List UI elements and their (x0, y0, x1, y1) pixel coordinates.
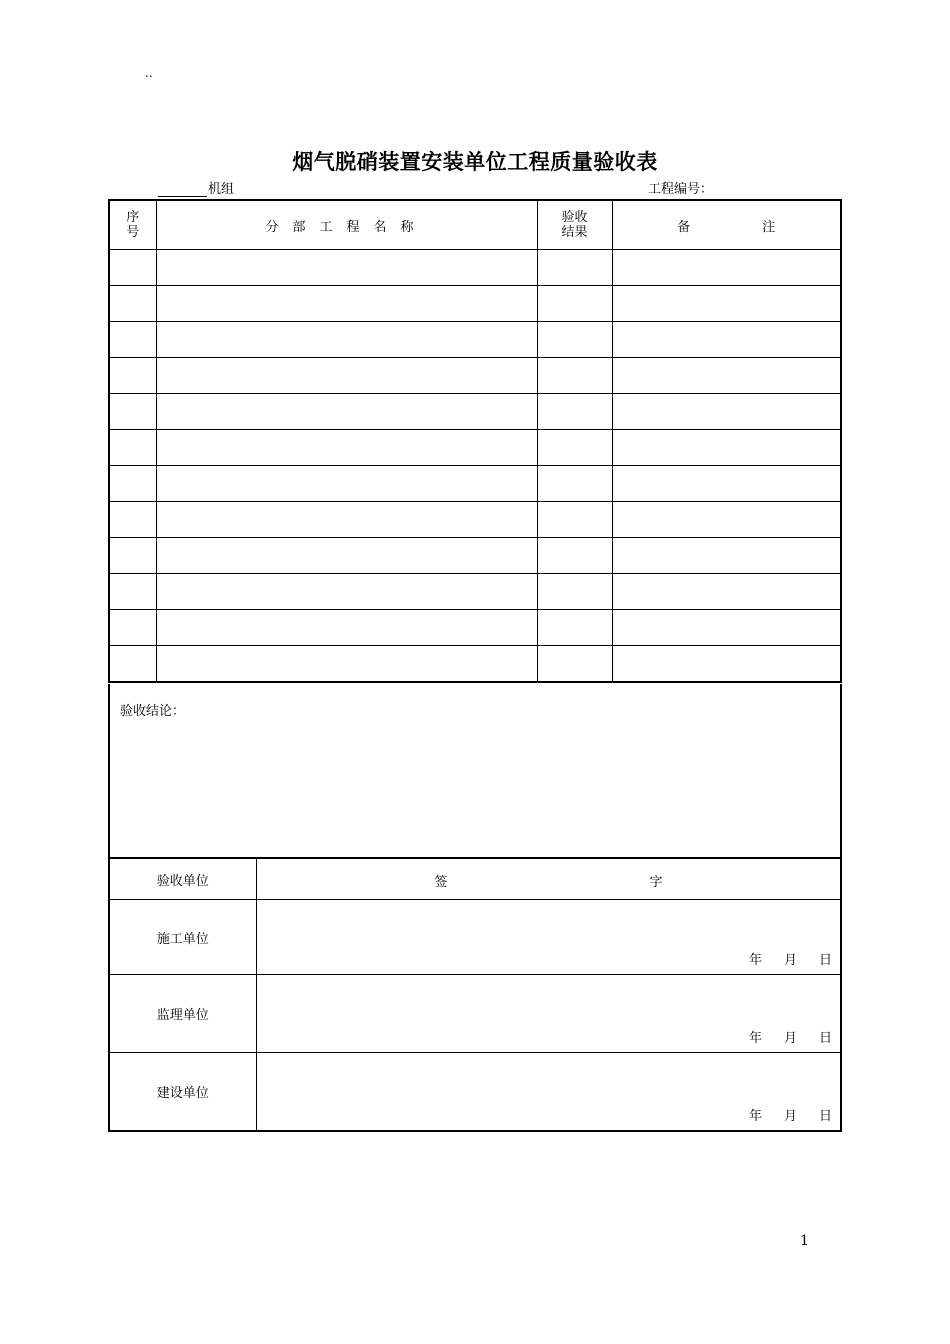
table-row (109, 394, 841, 430)
header-seq: 序 号 (109, 200, 156, 250)
header-signature: 签 字 (256, 858, 841, 900)
signature-row (109, 975, 841, 1053)
cell-seq[interactable] (109, 502, 156, 538)
cell-subproject-name[interactable] (156, 250, 537, 286)
table-row (109, 502, 841, 538)
cell-subproject-name[interactable] (156, 574, 537, 610)
cell-result[interactable] (537, 646, 612, 683)
unit-line (158, 178, 234, 197)
table-row (109, 646, 841, 683)
cell-subproject-name[interactable] (156, 322, 537, 358)
header-subproject-name: 分部工程名称 (156, 200, 537, 250)
unit-name: 施工单位 (109, 900, 256, 975)
unit-name: 监理单位 (109, 975, 256, 1053)
cell-seq[interactable] (109, 574, 156, 610)
signature-cell[interactable] (256, 1053, 841, 1132)
signature-cell[interactable] (256, 900, 841, 975)
cell-subproject-name[interactable] (156, 610, 537, 646)
cell-result[interactable] (537, 430, 612, 466)
unit-name: 建设单位 (109, 1053, 256, 1132)
table-row (109, 286, 841, 322)
cell-seq[interactable] (109, 538, 156, 574)
cell-note[interactable] (612, 430, 841, 466)
cell-subproject-name[interactable] (156, 646, 537, 683)
table-header-row (109, 200, 841, 250)
subproject-table (108, 199, 842, 683)
unit-suffix: 机组 (208, 182, 235, 197)
signature-cell[interactable] (256, 975, 841, 1053)
page-title: 烟气脱硝装置安装单位工程质量验收表 (292, 150, 658, 174)
signature-header-row (109, 858, 841, 900)
cell-seq[interactable] (109, 646, 156, 683)
cell-note[interactable] (612, 538, 841, 574)
project-number-label: 工程编号： (648, 182, 714, 197)
signature-row (109, 1053, 841, 1132)
table-row (109, 322, 841, 358)
cell-seq[interactable] (109, 610, 156, 646)
cell-note[interactable] (612, 466, 841, 502)
cell-note[interactable] (612, 286, 841, 322)
cell-note[interactable] (612, 394, 841, 430)
table-row (109, 250, 841, 286)
cell-note[interactable] (612, 502, 841, 538)
table-row (109, 574, 841, 610)
cell-result[interactable] (537, 286, 612, 322)
cell-note[interactable] (612, 358, 841, 394)
table-row (109, 430, 841, 466)
conclusion-label: 验收结论： (120, 704, 186, 719)
cell-seq[interactable] (109, 250, 156, 286)
signature-table (108, 857, 842, 1132)
cell-subproject-name[interactable] (156, 358, 537, 394)
conclusion-box[interactable] (108, 684, 842, 857)
cell-result[interactable] (537, 466, 612, 502)
header-note: 备 注 (612, 200, 841, 250)
header-mark: .. (145, 66, 153, 80)
cell-result[interactable] (537, 538, 612, 574)
table-row (109, 466, 841, 502)
cell-note[interactable] (612, 610, 841, 646)
cell-subproject-name[interactable] (156, 430, 537, 466)
cell-result[interactable] (537, 574, 612, 610)
date-line: 年 月 日 (748, 953, 832, 968)
cell-seq[interactable] (109, 358, 156, 394)
table-row (109, 358, 841, 394)
cell-subproject-name[interactable] (156, 502, 537, 538)
cell-subproject-name[interactable] (156, 286, 537, 322)
cell-subproject-name[interactable] (156, 466, 537, 502)
cell-subproject-name[interactable] (156, 538, 537, 574)
page-number: 1 (800, 1233, 809, 1249)
cell-seq[interactable] (109, 466, 156, 502)
signature-row (109, 900, 841, 975)
cell-seq[interactable] (109, 430, 156, 466)
cell-note[interactable] (612, 250, 841, 286)
cell-seq[interactable] (109, 286, 156, 322)
cell-result[interactable] (537, 250, 612, 286)
cell-result[interactable] (537, 502, 612, 538)
cell-note[interactable] (612, 574, 841, 610)
cell-note[interactable] (612, 322, 841, 358)
cell-subproject-name[interactable] (156, 394, 537, 430)
unit-blank (158, 183, 207, 197)
cell-seq[interactable] (109, 322, 156, 358)
cell-result[interactable] (537, 358, 612, 394)
date-line: 年 月 日 (748, 1109, 832, 1124)
cell-note[interactable] (612, 646, 841, 683)
cell-result[interactable] (537, 394, 612, 430)
date-line: 年 月 日 (748, 1031, 832, 1046)
header-result: 验收 结果 (537, 200, 612, 250)
table-row (109, 538, 841, 574)
cell-result[interactable] (537, 610, 612, 646)
cell-result[interactable] (537, 322, 612, 358)
table-row (109, 610, 841, 646)
header-unit: 验收单位 (109, 858, 256, 900)
cell-seq[interactable] (109, 394, 156, 430)
